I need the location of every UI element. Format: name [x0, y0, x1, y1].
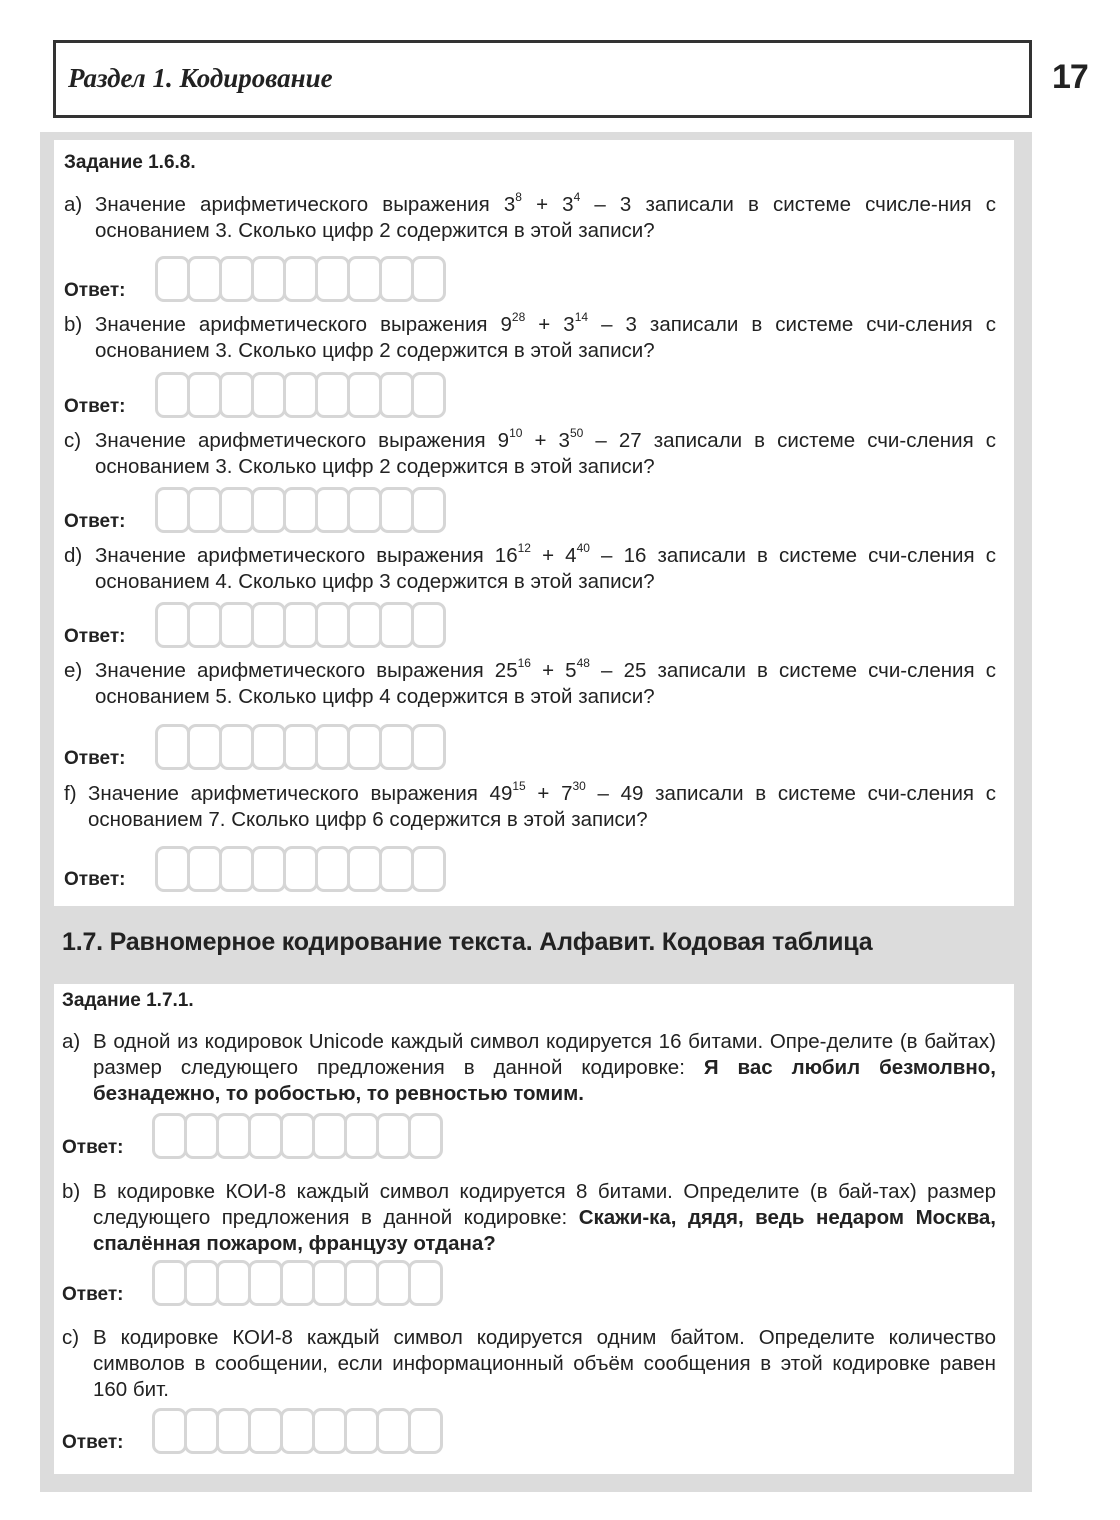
answer-input-e[interactable] [155, 724, 443, 770]
answer-label: Ответ: [64, 626, 126, 647]
section-title: 1.7. Равномерное кодирование текста. Алфавит. Кодовая таблица [62, 928, 873, 956]
chapter-title: Раздел 1. Кодирование [68, 63, 333, 93]
item-marker: f) [64, 782, 77, 805]
task-item-d: d) Значение арифметического выражения $16^{12} + 4^{40} - 16$ записали в системе счи-сления с основанием 4. Сколько цифр 3 содержится в этой записи? [64, 541, 996, 593]
answer-label: Ответ: [64, 396, 126, 417]
item-marker: b) [62, 1180, 81, 1203]
item-marker: a) [62, 1030, 81, 1053]
chapter-header [53, 40, 1032, 118]
task-title: Задание 1.7.1. [62, 990, 194, 1011]
answer-input-c[interactable] [152, 1408, 440, 1454]
item-marker: d) [64, 544, 83, 567]
answer-label: Ответ: [64, 280, 126, 301]
answer-input-c[interactable] [155, 487, 443, 533]
answer-input-a[interactable] [152, 1113, 440, 1159]
answer-input-b[interactable] [155, 372, 443, 418]
answer-label: Ответ: [62, 1432, 124, 1453]
answer-label: Ответ: [64, 869, 126, 890]
task-item-e: e) Значение арифметического выражения $25^{16} + 5^{48} - 25$ записали в системе счи-сления с основанием 5. Сколько цифр 4 содержится в этой записи? [64, 656, 996, 708]
answer-label: Ответ: [64, 748, 126, 769]
answer-input-b[interactable] [152, 1260, 440, 1306]
task-item-c: c) В кодировке КОИ-8 каждый символ кодируется одним байтом. Определите количество символов в сообщении, если информационный объём сообщения в этой кодировке равен 160 бит. [62, 1326, 996, 1401]
task-item-a: a) Значение арифметического выражения $3^8 + 3^4 - 3$ записали в системе счисле-ния с основанием 3. Сколько цифр 2 содержится в этой записи? [64, 190, 996, 242]
task-item-a: a) В одной из кодировок Unicode каждый символ кодируется 16 битами. Опре-делите (в байтах) размер следующего предложения в данной кодировке: Я вас любил безмолвно, безнадежно, то робостью, то ревностью томим. [62, 1030, 996, 1105]
task-item-b: b) Значение арифметического выражения $9^{28} + 3^{14} - 3$ записали в системе счи-сления с основанием 3. Сколько цифр 2 содержится в этой записи? [64, 310, 997, 362]
answer-input-f[interactable] [155, 846, 443, 892]
answer-label: Ответ: [62, 1284, 124, 1305]
task-item-b: b) В кодировке КОИ-8 каждый символ кодируется 8 битами. Определите (в бай-тах) размер следующего предложения в данной кодировке: Скажи-ка, дядя, ведь недаром Москва, спалённая пожаром, французу отдана? [62, 1180, 996, 1255]
answer-label: Ответ: [62, 1137, 124, 1158]
item-marker: e) [64, 659, 83, 682]
page-number: 17 [1052, 58, 1088, 96]
answer-input-a[interactable] [155, 256, 443, 302]
task-item-c: c) Значение арифметического выражения $9^{10} + 3^{50} - 27$ записали в системе счи-сления с основанием 3. Сколько цифр 2 содержится в этой записи? [64, 426, 996, 478]
item-marker: b) [64, 313, 83, 336]
item-marker: a) [64, 193, 83, 216]
item-marker: c) [62, 1326, 80, 1349]
answer-input-d[interactable] [155, 602, 443, 648]
answer-label: Ответ: [64, 511, 126, 532]
task-title: Задание 1.6.8. [64, 152, 196, 173]
task-item-f: f) Значение арифметического выражения $49^{15} + 7^{30} - 49$ записали в системе счи-сления с основанием 7. Сколько цифр 6 содержится в этой записи? [64, 779, 996, 831]
item-marker: c) [64, 429, 82, 452]
